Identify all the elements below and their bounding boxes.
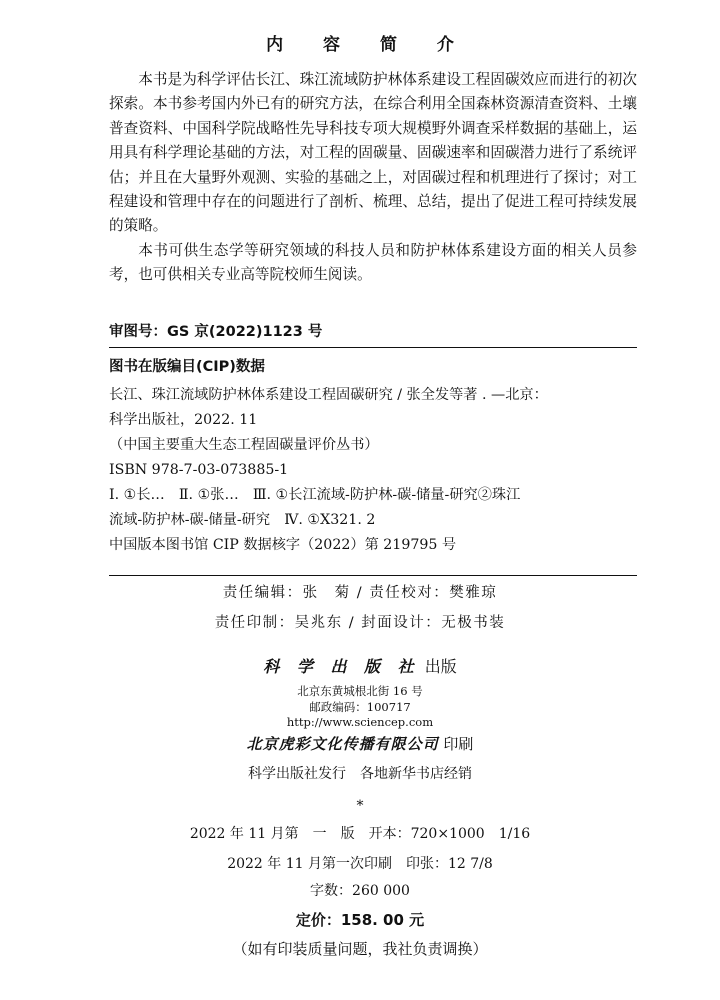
publisher-postcode: 邮政编码：100717 [309, 700, 411, 714]
publisher-line [0, 654, 720, 677]
cip-isbn-line: ISBN 978-7-03-073885-1 [109, 462, 289, 478]
intro-paragraph-1: 本书是为科学评估长江、珠江流域防护林体系建设工程固碳效应而进行的初次探索。本书参考国内外已有的研究方法，在综合利用全国森林资源清查资料、土壤普查资料、中国科学院战略性先导科技专项大规模野外调查采样数据的基础上，运用具有科学理论基础的方法，对工程的固碳量、固碳速率和固碳潜力进行了系统评估；并且在大量野外观测、实验的基础之上，对固碳过程和机理进行了探讨；对工程建设和管理中存在的问题进行了剖析、梳理、总结，提出了促进工程可持续发展的策略。 [109, 71, 637, 235]
word-count: 字数：260 000 [310, 883, 410, 899]
intro-paragraph-2: 本书可供生态学等研究领域的科技人员和防护林体系建设方面的相关人员参考，也可供相关专业高等院校师生阅读。 [109, 241, 637, 284]
cip-series-line: （中国主要重大生态工程固碳量评价丛书） [109, 437, 379, 453]
cip-title-line: 长江、珠江流域防护林体系建设工程固碳研究 / 张全发等著 . —北京： [109, 387, 548, 403]
divider-top [109, 347, 637, 348]
edition-line: 2022 年 11 月第 一 版 开本：720×1000 1/16 [189, 826, 531, 842]
cip-classification-line-1: Ⅰ. ①长… Ⅱ. ①张… Ⅲ. ①长江流域-防护林-碳-储量-研究②珠江 [109, 487, 521, 503]
separator-star: * [356, 798, 364, 814]
distribution-line: 科学出版社发行 各地新华书店经销 [248, 766, 472, 782]
introduction [109, 68, 637, 288]
publisher-name: 科 学 出 版 社 [263, 657, 420, 676]
map-approval-number: 审图号：GS 京(2022)1123 号 [109, 324, 323, 340]
printer-name: 北京虎彩文化传播有限公司 [246, 735, 439, 753]
cip-publisher-line: 科学出版社，2022. 11 [109, 412, 258, 428]
publisher-url: http://www.sciencep.com [286, 715, 434, 729]
publisher-address: 北京东黄城根北街 16 号 [297, 684, 423, 698]
cip-heading: 图书在版编目(CIP)数据 [109, 359, 265, 375]
cip-data-block [109, 383, 637, 558]
cip-verification-line: 中国版本图书馆 CIP 数据核字（2022）第 219795 号 [109, 537, 457, 553]
cip-classification-line-2: 流域-防护林-碳-储量-研究 Ⅳ. ①X321. 2 [109, 512, 376, 528]
editor-credits: 责任编辑：张 菊 / 责任校对：樊雅琼 [222, 585, 498, 601]
quality-notice: （如有印装质量问题，我社负责调换） [232, 940, 488, 958]
price: 定价：158. 00 元 [295, 911, 425, 929]
divider-bottom [109, 575, 637, 576]
printer-line [0, 733, 720, 754]
production-credits: 责任印制：吴兆东 / 封面设计：无极书装 [214, 615, 506, 631]
printer-suffix: 印刷 [443, 735, 474, 753]
printing-line: 2022 年 11 月第一次印刷 印张：12 7/8 [227, 856, 493, 872]
publisher-suffix: 出版 [424, 657, 457, 676]
page-title: 内 容 简 介 [266, 35, 471, 55]
